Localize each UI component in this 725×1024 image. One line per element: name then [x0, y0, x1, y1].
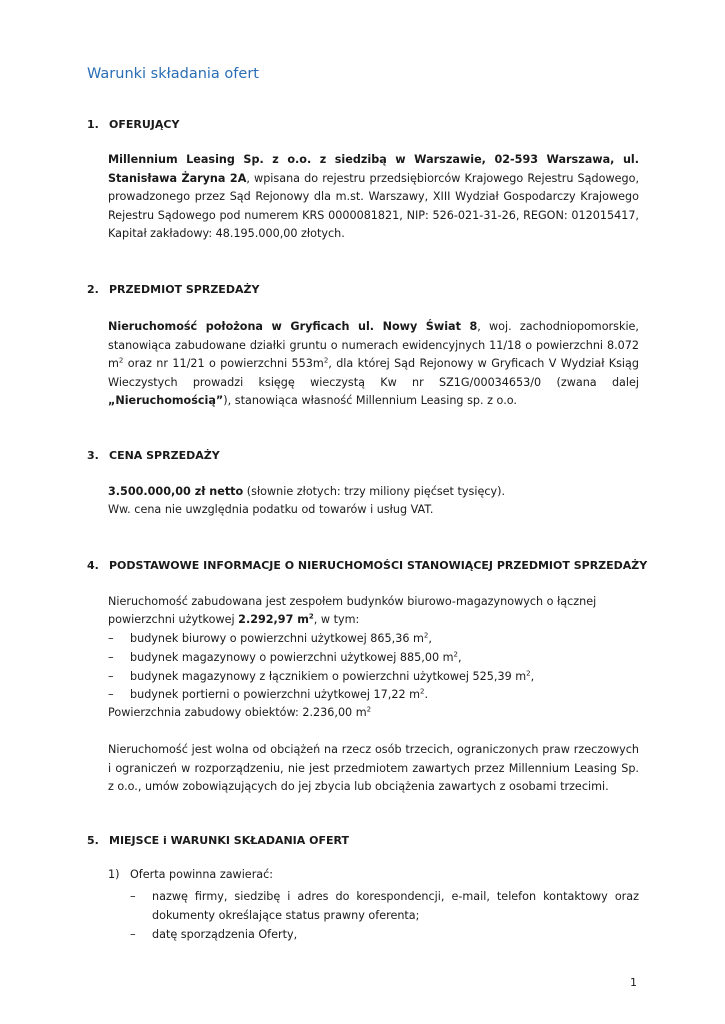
- list-item-end: ,: [428, 632, 432, 645]
- superscript: 2: [118, 356, 124, 365]
- list-item: [130, 630, 432, 649]
- superscript: 2: [526, 669, 531, 678]
- section-1-heading: [87, 118, 179, 131]
- intro-line-2: [108, 611, 359, 630]
- section-title: PRZEDMIOT SPRZEDAŻY: [109, 283, 260, 296]
- superscript: 2: [423, 631, 429, 640]
- intro-text: powierzchni użytkowej: [108, 613, 239, 626]
- dash-bullet: –: [108, 670, 114, 683]
- section-2-body: [108, 318, 639, 411]
- intro-line-1: Nieruchomość zabudowana jest zespołem budynków biurowo-magazynowych o łącznej: [108, 595, 597, 608]
- numbered-marker: 1): [108, 868, 120, 881]
- price-value: 3.500.000,00 zł netto: [108, 485, 244, 498]
- section-number: 5.: [87, 834, 99, 847]
- sub-item: nazwę firmy, siedzibę i adres do korespondencji, e-mail, telefon kontaktowy oraz dokumenty określające status prawny oferenta;: [152, 890, 639, 922]
- numbered-item: Oferta powinna zawierać:: [130, 868, 274, 881]
- section-2-heading: [87, 283, 259, 296]
- list-item: [130, 649, 462, 668]
- superscript: 2: [323, 356, 329, 365]
- property-text: , dla której Sąd Rejonowy w Gryficach V Wydział Ksiąg Wieczystych prowadzi księgę wieczystą Kw nr SZ1G/00034653/0 (zwana dalej: [108, 357, 639, 389]
- superscript: 2: [453, 650, 459, 659]
- section-title: MIEJSCE i WARUNKI SKŁADANIA OFERT: [109, 834, 349, 847]
- dash-bullet: –: [108, 688, 114, 701]
- intro-text: , w tym:: [313, 613, 360, 626]
- property-defined-name: „Nieruchomością”: [108, 394, 224, 408]
- price-in-words: (słownie złotych: trzy miliony pięćset tysięcy).: [243, 485, 506, 498]
- list-item-text: budynek magazynowy z łącznikiem o powierzchni użytkowej 525,39 m: [130, 670, 527, 683]
- offeror-name: Millennium Leasing Sp. z o.o. z siedzibą w Warszawie, 02-593 Warszawa, ul. Stanisława Żaryna 2A: [108, 153, 639, 185]
- built-area: [108, 704, 371, 723]
- total-area: 2.292,97 m: [238, 613, 309, 626]
- list-item-end: ,: [458, 651, 462, 664]
- sub-item: datę sporządzenia Oferty,: [152, 928, 298, 941]
- section-title: OFERUJĄCY: [109, 118, 180, 131]
- page-title: Warunki składania ofert: [87, 66, 259, 82]
- section-3-heading: [87, 449, 220, 462]
- list-item-text: budynek magazynowy o powierzchni użytkowej 885,00 m: [130, 651, 454, 664]
- section-5-heading: [87, 834, 349, 847]
- superscript: 2: [420, 687, 425, 696]
- offeror-details: , wpisana do rejestru przedsiębiorców Krajowego Rejestru Sądowego, prowadzonego przez Sąd Rejonowy dla m.st. Warszawy, XIII Wydział Gospodarczy Krajowego Rejestru Sądowego pod numerem KRS 0000081821, NIP: 526-021-31-26, REGON: 012015417, Kapitał zakładowy: 48.195.000,00 złotych.: [108, 171, 639, 241]
- dash-bullet: –: [130, 928, 136, 941]
- property-location: Nieruchomość położona w Gryficach ul. Nowy Świat 8: [108, 320, 478, 333]
- list-item: [130, 686, 428, 705]
- page-number: 1: [630, 976, 637, 989]
- list-item-end: .: [424, 688, 429, 701]
- section-number: 4.: [87, 559, 99, 572]
- vat-note: Ww. cena nie uwzględnia podatku od towarów i usług VAT.: [108, 503, 434, 516]
- section-title: PODSTAWOWE INFORMACJE O NIERUCHOMOŚCI STANOWIĄCEJ PRZEDMIOT SPRZEDAŻY: [109, 559, 648, 572]
- superscript: 2: [366, 705, 372, 714]
- price-line: [108, 483, 505, 502]
- section-number: 2.: [87, 283, 99, 296]
- list-item: [130, 668, 534, 687]
- property-text: ), stanowiąca własność Millennium Leasing sp. z o.o.: [223, 394, 517, 408]
- built-area-text: Powierzchnia zabudowy obiektów: 2.236,00 m: [108, 706, 367, 719]
- superscript: 2: [308, 612, 314, 621]
- section-number: 1.: [87, 118, 99, 131]
- property-text: oraz nr 11/21 o powierzchni 553m: [123, 357, 324, 371]
- dash-bullet: –: [130, 890, 136, 903]
- list-item-text: budynek portierni o powierzchni użytkowej 17,22 m: [130, 688, 421, 701]
- section-title: CENA SPRZEDAŻY: [109, 449, 220, 462]
- property-text: , woj. zachodniopomorskie, stanowiąca zabudowane działki gruntu o numerach ewidencyjnych 11/18 o powierzchni 8.072 m: [108, 320, 639, 371]
- dash-bullet: –: [108, 651, 114, 664]
- section-number: 3.: [87, 449, 99, 462]
- list-item-end: ,: [530, 670, 535, 683]
- section-1-body: [108, 151, 639, 244]
- list-item-text: budynek biurowy o powierzchni użytkowej 865,36 m: [130, 632, 424, 645]
- encumbrance-statement: Nieruchomość jest wolna od obciążeń na rzecz osób trzecich, ograniczonych praw rzeczowych i ograniczeń w rozporządzeniu, nie jest przedmiotem zawartych przez Millennium Leasing Sp. z o.o., umów zobowiązujących do jej zbycia lub obciążenia zawartych z osobami trzecimi.: [108, 743, 639, 794]
- dash-bullet: –: [108, 632, 114, 645]
- section-4-heading: [87, 559, 647, 572]
